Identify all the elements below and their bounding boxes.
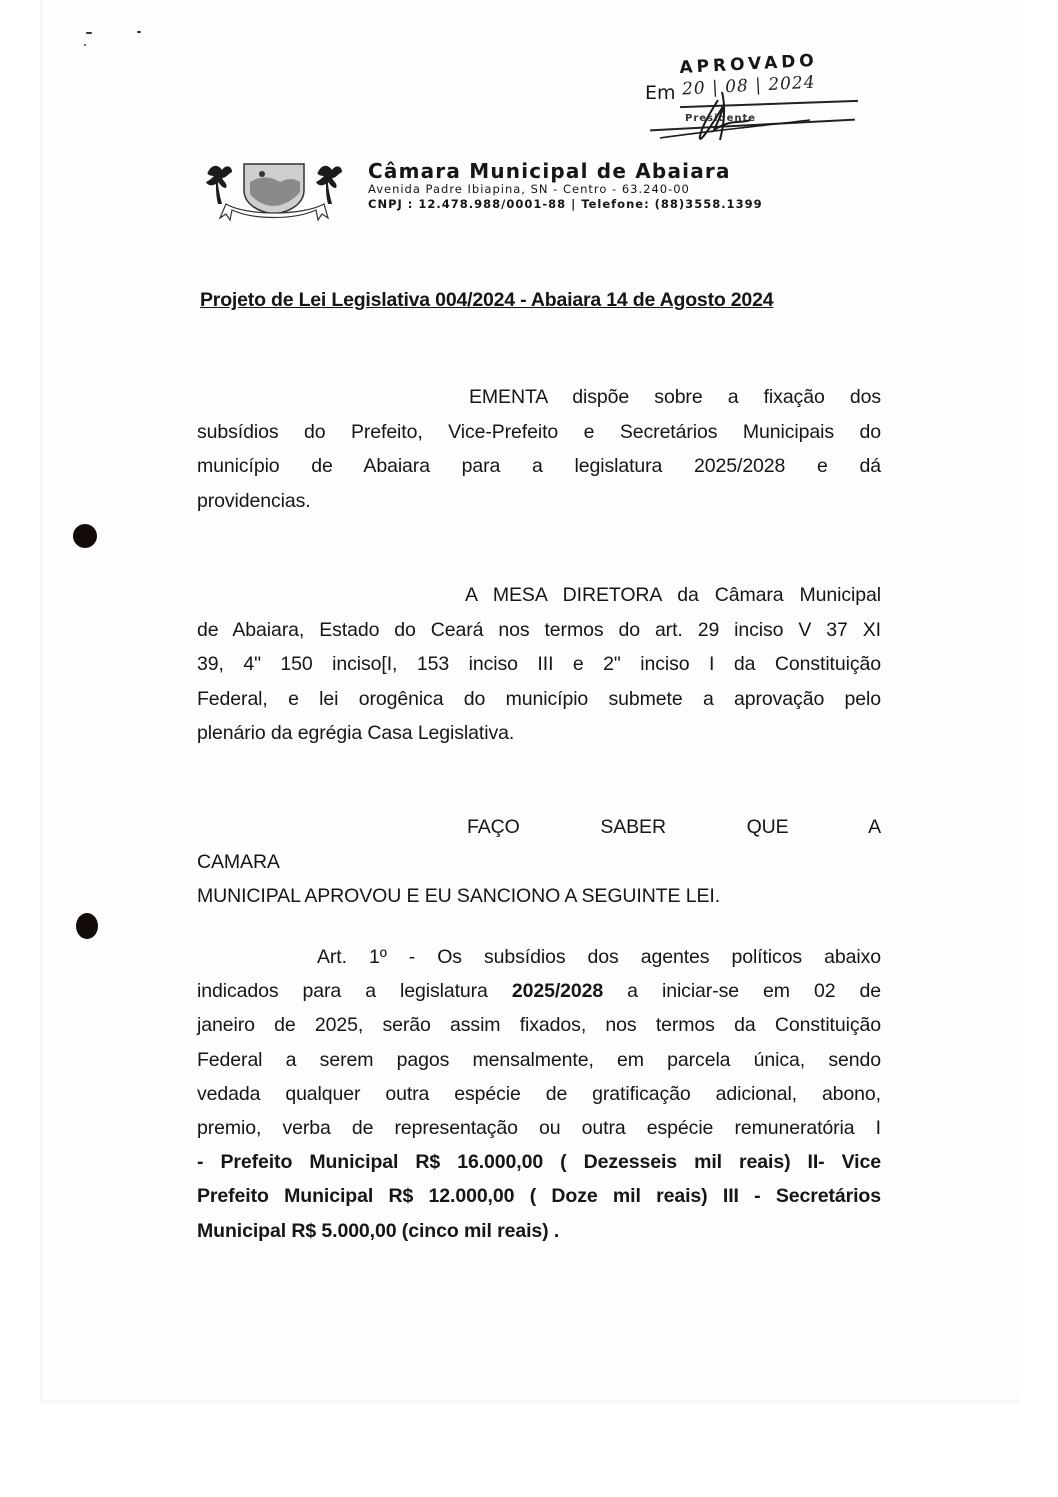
subsidy-line-prefeito: - Prefeito Municipal R$ 16.000,00 ( Dezesseis mil reais) II- Vice (197, 1151, 881, 1174)
stamp-date-prefix: Em (645, 82, 676, 104)
ementa-paragraph (197, 380, 881, 518)
approval-stamp (640, 50, 880, 138)
enactment-paragraph (197, 810, 881, 914)
punch-hole (76, 913, 98, 939)
article-line: Federal a serem pagos mensalmente, em parcela única, sendo (197, 1048, 881, 1071)
article-line: janeiro de 2025, serão assim fixados, nos termos da Constituição (197, 1014, 881, 1037)
organization-name: Câmara Municipal de Abaiara (368, 159, 731, 183)
article-text: indicados para a legislatura (197, 980, 512, 1003)
mesa-line: Federal, e lei orogênica do município submete a aprovação pelo (197, 687, 881, 710)
enactment-line: FAÇO SABER QUE A CAMARA (197, 816, 881, 873)
organization-header (368, 160, 763, 212)
mesa-line: plenário da egrégia Casa Legislativa. (197, 722, 515, 744)
tree-icon (206, 166, 232, 204)
signature-icon (640, 58, 880, 148)
article-line: vedada qualquer outra espécie de gratificação adicional, abono, (197, 1082, 881, 1105)
subsidy-line-secretarios: Municipal R$ 5.000,00 (cinco mil reais) . (197, 1219, 560, 1242)
enactment-line: MUNICIPAL APROVOU E EU SANCIONO A SEGUINTE LEI. (197, 885, 721, 907)
punch-hole (73, 524, 97, 548)
organization-address: Avenida Padre Ibiapina, SN - Centro - 63.240-00 (368, 182, 690, 196)
ementa-line: providencias. (197, 489, 311, 512)
mesa-line: A MESA DIRETORA da Câmara Municipal (465, 584, 881, 606)
stamp-signature-label: Presidente (685, 113, 757, 124)
article-line: premio, verba de representação ou outra espécie remuneratória I (197, 1117, 881, 1140)
ementa-line: município de Abaiara para a legislatura 2025/2028 e dá (197, 455, 881, 477)
organization-cnpj-phone: CNPJ : 12.478.988/0001-88 | Telefone: (88)3558.1399 (368, 197, 763, 211)
subsidy-line-vice-prefeito: Prefeito Municipal R$ 12.000,00 ( Doze mil reais) III - Secretários (197, 1185, 881, 1208)
ementa-line: subsídios do Prefeito, Vice-Prefeito e Secretários Municipais do (197, 420, 881, 443)
article-line: Art. 1º - Os subsídios dos agentes políticos abaixo (317, 946, 881, 968)
mesa-diretora-paragraph (197, 578, 881, 751)
mesa-line: de Abaiara, Estado do Ceará nos termos do art. 29 inciso V 37 XI (197, 618, 881, 641)
tree-icon (316, 166, 342, 204)
document-title: Projeto de Lei Legislativa 004/2024 - Abaiara 14 de Agosto 2024 (200, 289, 774, 311)
article-text: a iniciar-se em 02 de (603, 980, 881, 1003)
mesa-line: 39, 4" 150 inciso[I, 153 inciso III e 2" inciso I da Constituição (197, 653, 881, 675)
coat-of-arms-logo (200, 152, 350, 224)
ementa-line: EMENTA dispõe sobre a fixação dos (469, 386, 881, 408)
legislature-period: 2025/2028 (511, 980, 604, 1003)
stamp-approved-label: APROVADO (678, 50, 819, 78)
article-1-paragraph (197, 940, 881, 1248)
stamp-date: 20 | 08 | 2024 (681, 72, 817, 100)
